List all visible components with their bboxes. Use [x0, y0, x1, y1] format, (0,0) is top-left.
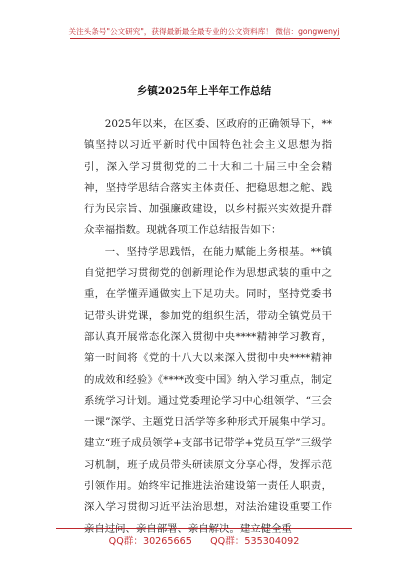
- page-footer-qq-groups: QQ群：30265665 QQ群：535304092: [108, 536, 300, 547]
- document-title: 乡镇2025年上半年工作总结: [136, 85, 272, 97]
- document-body: [84, 114, 332, 540]
- intro-paragraph: 2025年以来，在区委、区政府的正确领导下，**镇坚持以习近平新时代中国特色社会主义思想为指引，深入学习贯彻党的二十大和二十届三中全会精神，坚持学思结合落实主体责任、把稳思想之舵、践行为民宗旨、加强廉政建设，以乡村振兴实效提升群众幸福指数。现就各项工作总结报告如下：: [84, 118, 332, 237]
- header-divider: [70, 38, 340, 39]
- footer-divider: [56, 528, 352, 529]
- section-one-paragraph: 一、坚持学思践悟，在能力赋能上务根基。**镇自觉把学习贯彻党的创新理论作为思想武装的重中之重，在学懂弄通做实上下足功夫。同时，坚持党委书记带头讲党课，参加党的组织生活，带动全镇党员干部认真开展常态化深入贯彻中央****精神学习教育，第一时间将《党的十八大以来深入贯彻中央****精神的成效和经验》《****改变中国》纳入学习重点，制定系统学习计划。通过党委理论学习中心组领学、“三会一课”深学、主题党日活学等多种形式开展集中学习。建立“班子成员领学+支部书记带学+党员互学”三级学习机制，班子成员带头研读原文分享心得，发挥示范引领作用。始终牢记推进法治建设第一责任人职责，深入学习贯彻习近平法治思想，对法治建设重要工作亲自过问、亲自部署、亲自解决。建立健全重: [84, 245, 332, 535]
- page-header-banner: 关注头条号"公文研究"，获得最新最全最专业的公文资料库！ 微信：gongwenyj: [68, 27, 340, 36]
